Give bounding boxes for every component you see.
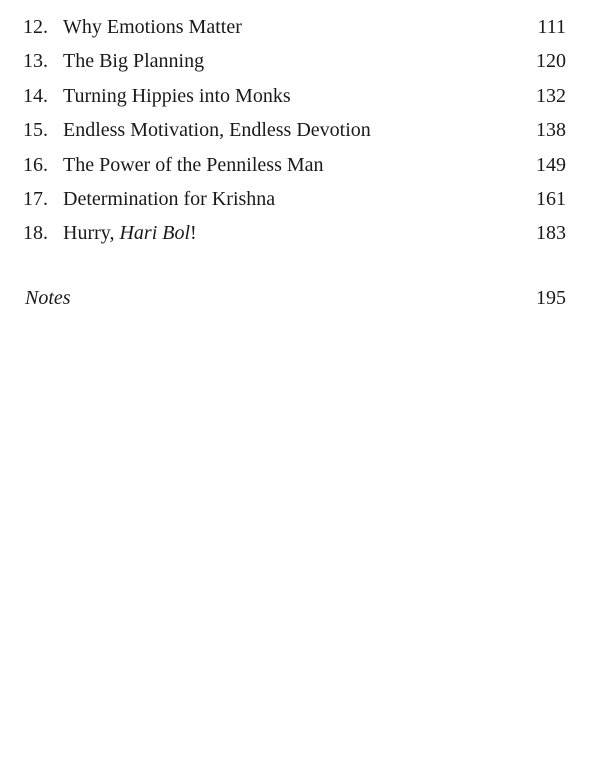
toc-entry-13 bbox=[23, 46, 566, 80]
entry-page-number: 138 bbox=[536, 119, 566, 142]
entry-title-prefix: Hurry, bbox=[63, 222, 120, 245]
entry-page-number: 132 bbox=[536, 84, 566, 107]
entry-number: 18. bbox=[23, 222, 48, 245]
toc-entry-16 bbox=[23, 150, 566, 184]
table-of-contents bbox=[23, 12, 566, 253]
entry-title: Endless Motivation, Endless Devotion bbox=[63, 119, 371, 142]
toc-entry-15 bbox=[23, 115, 566, 149]
notes-page-number: 195 bbox=[536, 287, 566, 309]
entry-title-suffix: ! bbox=[190, 222, 197, 245]
entry-title bbox=[63, 218, 197, 248]
entry-page-number: 161 bbox=[536, 187, 566, 210]
entry-title: Why Emotions Matter bbox=[63, 16, 242, 38]
entry-title: The Power of the Penniless Man bbox=[63, 153, 324, 176]
entry-number: 16. bbox=[23, 153, 48, 176]
entry-page-number: 111 bbox=[537, 16, 566, 38]
entry-title-italic: Hari Bol bbox=[119, 222, 191, 245]
entry-number: 13. bbox=[23, 50, 48, 73]
entry-title: The Big Planning bbox=[63, 50, 205, 73]
toc-entry-12 bbox=[23, 12, 566, 46]
toc-entry-14 bbox=[23, 81, 566, 115]
entry-number: 12. bbox=[23, 16, 48, 38]
entry-number: 17. bbox=[23, 187, 48, 210]
entry-page-number: 149 bbox=[536, 153, 566, 176]
entry-page-number: 183 bbox=[536, 222, 566, 245]
entry-title: Determination for Krishna bbox=[63, 187, 276, 210]
toc-notes-entry bbox=[23, 283, 566, 315]
entry-number: 14. bbox=[23, 84, 48, 107]
entry-number: 15. bbox=[23, 119, 48, 142]
toc-entry-18 bbox=[23, 218, 566, 252]
toc-entry-17 bbox=[23, 184, 566, 218]
notes-label: Notes bbox=[25, 287, 71, 309]
entry-page-number: 120 bbox=[536, 50, 566, 73]
entry-title: Turning Hippies into Monks bbox=[63, 84, 291, 107]
